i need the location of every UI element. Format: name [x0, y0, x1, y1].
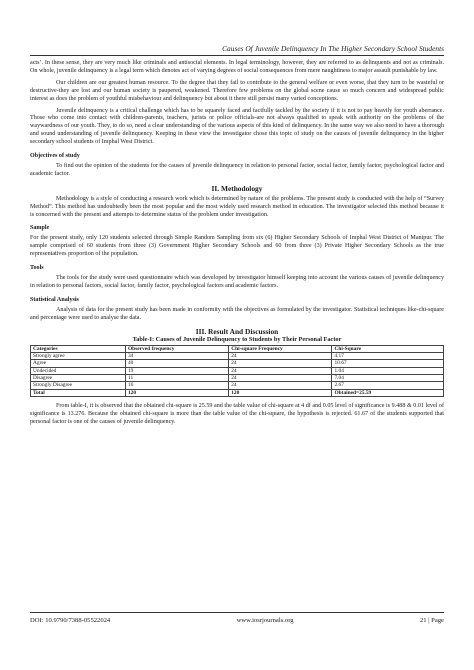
table-cell: Disagree — [31, 374, 126, 381]
table-cell: 120 — [229, 389, 332, 396]
table-cell: 24 — [229, 374, 332, 381]
results-heading: III. Result And Discussion — [195, 327, 279, 337]
column-header: Observed frequency — [125, 345, 228, 352]
footer-rule — [30, 612, 444, 613]
table-cell: Agree — [31, 360, 126, 367]
table-cell: 34 — [125, 353, 228, 360]
table-cell: 4.17 — [332, 353, 444, 360]
column-header: Categories — [31, 345, 126, 352]
table-cell: 11 — [125, 374, 228, 381]
methodology-heading: II. Methodology — [211, 183, 263, 193]
table-cell: 10.67 — [332, 360, 444, 367]
column-header: Chi-square Frequency — [229, 345, 332, 352]
footer-website: www.iosrjournals.org — [236, 617, 294, 624]
results-table — [30, 345, 444, 397]
paragraph: Our children are our greatest human resource. To the degree that they fail to contribute to the general welfare or even worse, that they turn to be wasteful or destructive-they are lost and our human society is paupered, weakened. Therefore few problems on the global scene cause so much concern and widespread public interest as does the problem of youthful misbehaviour and delinquency but about it there still persist many varied conceptions. — [30, 79, 444, 102]
page-body — [30, 60, 444, 431]
header-rule — [30, 55, 444, 56]
table-cell: 120 — [125, 389, 228, 396]
tools-text: The tools for the study were used questionnaire which was developed by investigator himself keeping into account the various causes of juvenile delinquency in relation to personal factors, social factor, family factor, psychological factors and academic factors. — [30, 274, 444, 289]
table-row — [31, 382, 444, 389]
table-cell: Total — [31, 389, 126, 396]
table-cell: 24 — [229, 353, 332, 360]
objectives-heading: Objectives of study — [30, 153, 80, 160]
objectives-text: To find out the opinion of the students for the causes of juvenile delinquency in relation to personal factor, social factor, family factor, psychological factor and academic factor. — [30, 162, 444, 177]
methodology-text: Methodology is a style of conducting a research work which is determined by nature of the problems. The present study is conducted with the help of “Survey Method”. This method has undoubtedly been the most popular and the most widely used research method in education. The investigator selected this method because it is concerned with the present and attempts to determine status of the problem under investigation. — [30, 195, 444, 218]
table-cell: 24 — [229, 382, 332, 389]
running-header: Causes Of Juvenile Delinquency In The Higher Secondary School Students — [222, 44, 444, 53]
table-title: Table-I: Causes of Juvenile Delinquency to Students by Their Personal Factor — [132, 336, 342, 344]
table-cell: 40 — [125, 360, 228, 367]
discussion-text: From table-I, it is observed that the obtained chi-square is 25.59 and the table value of chi-square at 4 df and 0.05 level of significance is 9.488 & 0.01 level of significance is 13.276. Because the obtained chi-square is more than the table value of the chi-square, the hypothesis is rejected. 61.67 of the students supported that personal factor is one of the causes of juvenile delinquency. — [30, 402, 444, 425]
table-cell: 2.67 — [332, 382, 444, 389]
page-footer — [30, 617, 444, 624]
sample-text: For the present study, only 120 students selected through Simple Random Sampling from six (6) Higher Secondary Schools of Imphal West District of Manipur. The sample comprised of 60 students from three (3) Government Higher Secondary Schools and 60 from three (3) Private Higher Secondary Schools as the true representatives proportion of the population. — [30, 235, 444, 258]
table-cell: Obtained=25.59 — [332, 389, 444, 396]
footer-doi: DOI: 10.9790/7388-05522024 — [30, 617, 111, 624]
table-header-row — [31, 345, 444, 352]
sample-heading: Sample — [30, 225, 50, 232]
table-cell: 24 — [229, 360, 332, 367]
table-row — [31, 367, 444, 374]
table-cell: 24 — [229, 367, 332, 374]
table-row — [31, 374, 444, 381]
table-cell: 7.04 — [332, 374, 444, 381]
column-header: Chi-Square — [332, 345, 444, 352]
footer-page-number: 21 | Page — [419, 617, 444, 624]
paragraph: Juvenile delinquency is a critical challenge which has to be squarely faced and factfully tackled by the society if it is not to pay heavily for youth aberrance. Those who come into contact with children-parents, teachers, jurists or police officials-are not always qualified to speak with authority on the problems of the waywardness of our youth. They, to do so, need a clear understanding of the various aspects of this kind of delinquency. In the same way we also need to have a thorough and sound understanding of juvenile delinquency. Keeping in these view the investigator chose this topic of study on the causes of juvenile delinquency in the higher secondary school students of Imphal West District. — [30, 107, 444, 146]
table-cell: Strongly agree — [31, 353, 126, 360]
table-cell: 19 — [125, 367, 228, 374]
table-cell: 16 — [125, 382, 228, 389]
statistical-analysis-text: Analysis of data for the present study has been made in conformity with the objectives as formulated by the investigator. Statistical techniques like-chi-square and percentage were used to analyse the data. — [30, 306, 444, 321]
table-row — [31, 360, 444, 367]
table-cell: Strongly Disagree — [31, 382, 126, 389]
tools-heading: Tools — [30, 265, 44, 272]
table-row — [31, 353, 444, 360]
table-cell: 1.04 — [332, 367, 444, 374]
table-total-row — [31, 389, 444, 396]
statistical-analysis-heading: Statistical Analysis — [30, 296, 79, 303]
table-cell: Undecided — [31, 367, 126, 374]
paragraph: acts’. In these sense, they are very much like criminals and antisocial elements. In legal terminology, however, they are referred to as delinquents and not as criminals. On whole, juvenile delinquency is a legal term which denotes act of varying degrees of social consequences from mere naughtiness to major assault punishable by law. — [30, 60, 444, 74]
